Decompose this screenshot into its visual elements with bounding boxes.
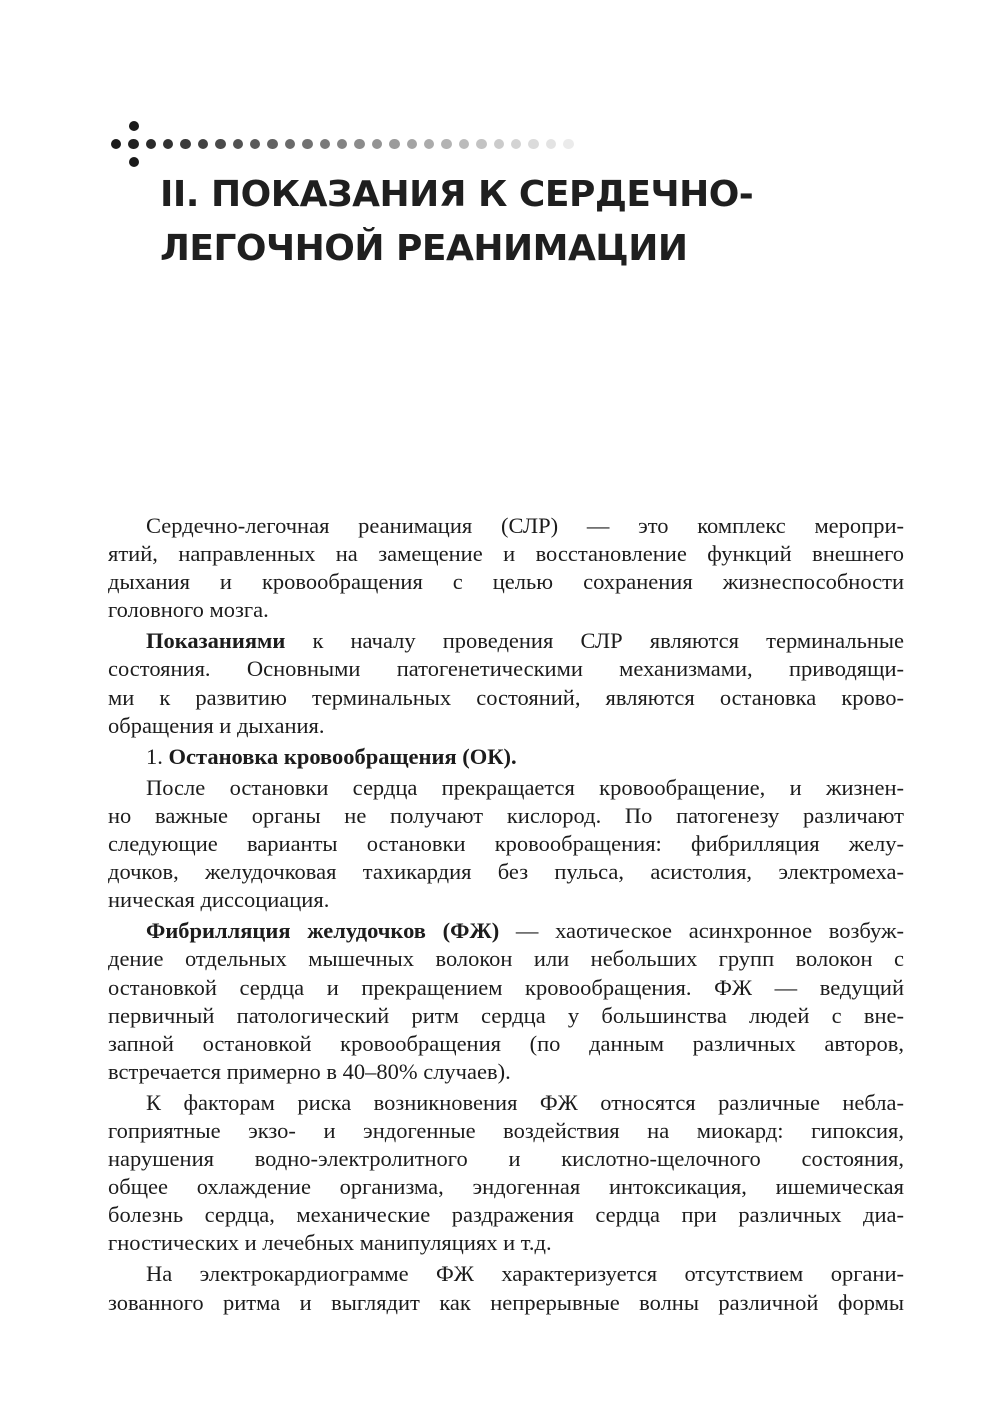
text-line	[108, 743, 904, 771]
text-line: Сердечно-легочная реанимация (СЛР) — это комплекс меропри-	[146, 513, 904, 538]
decorative-dot	[163, 139, 173, 149]
paragraph-heading-circulatory-arrest	[108, 743, 904, 771]
decorative-dot	[267, 139, 277, 149]
paragraph-indications	[108, 627, 904, 739]
paragraph-ventricular-fibrillation	[108, 917, 904, 1086]
text-line: остановкой сердца и прекращением кровообращения. ФЖ — ведущий	[108, 974, 904, 1000]
text-line: На электрокардиограмме ФЖ характеризуется отсутствием органи-	[146, 1261, 904, 1287]
text-line: состояния. Основными патогенетическими механизмами, приводящи-	[108, 656, 904, 682]
decorative-dot	[354, 139, 364, 149]
paragraph-definition	[108, 512, 904, 624]
text-fragment: — хаотическое асинхронное возбуж-	[499, 918, 904, 944]
decorative-dot	[407, 139, 417, 149]
decorative-dot	[285, 139, 295, 149]
chapter-title-line-2: ЛЕГОЧНОЙ РЕАНИМАЦИИ	[160, 228, 688, 269]
text-line: К факторам риска возникновения ФЖ относятся различные небла-	[146, 1089, 904, 1115]
text-line: следующие варианты остановки кровообращения: фибрилляция желу-	[108, 831, 904, 857]
paragraph-arrest-variants	[108, 774, 904, 914]
text-line: ятий, направленных на замещение и восстановление функций внешнего	[108, 541, 904, 567]
decorative-dot	[494, 139, 504, 149]
text-line: первичный патологический ритм сердца у большинства людей с вне-	[108, 1002, 904, 1028]
decorative-dot	[511, 139, 521, 149]
text-line: встречается примерно в 40–80% случаев).	[108, 1058, 511, 1084]
text-line: обращения и дыхания.	[108, 712, 325, 738]
decorative-dot	[320, 139, 330, 149]
text-line: болезнь сердца, механические раздражения сердца при различных диа-	[108, 1202, 904, 1228]
text-fragment: к началу проведения СЛР являются терминальные	[285, 628, 904, 654]
text-line: ническая диссоциация.	[108, 887, 330, 913]
decorative-dot	[389, 139, 399, 149]
decorative-dot	[424, 139, 434, 149]
decorative-dot	[337, 139, 347, 149]
term-circulatory-arrest: Остановка кровообращения (ОК).	[168, 743, 517, 769]
text-line: ми к развитию терминальных состояний, являются остановка крово-	[108, 684, 904, 710]
term-indications: Показаниями	[146, 628, 286, 654]
decorative-dot	[233, 139, 243, 149]
body-text	[108, 512, 904, 1320]
text-line	[108, 917, 904, 945]
paragraph-risk-factors	[108, 1089, 904, 1258]
text-line: запной остановкой кровообращения (по данным различных авторов,	[108, 1030, 904, 1056]
decorative-dot	[129, 157, 139, 167]
text-line: но важные органы не получают кислород. По патогенезу различают	[108, 802, 904, 828]
decorative-dot	[528, 139, 538, 149]
decorative-dot	[128, 139, 138, 149]
text-line: После остановки сердца прекращается кровообращение, и жизнен-	[146, 774, 904, 800]
decorative-dot	[180, 139, 190, 149]
text-line: дение отдельных мышечных волокон или небольших групп волокон с	[108, 946, 904, 972]
decorative-dot	[198, 139, 208, 149]
decorative-dot	[146, 139, 156, 149]
decorative-dot	[111, 139, 121, 149]
decorative-dot	[546, 139, 556, 149]
list-number: 1.	[146, 743, 169, 769]
text-line: дочков, желудочковая тахикардия без пульса, асистолия, электромеха-	[108, 859, 904, 885]
text-line: головного мозга.	[108, 597, 269, 623]
decorative-dot	[563, 139, 573, 149]
decorative-dot	[459, 139, 469, 149]
text-line	[108, 627, 904, 655]
term-ventricular-fibrillation: Фибрилляция желудочков (ФЖ)	[146, 918, 500, 944]
chapter-title-line-1: II. ПОКАЗАНИЯ К СЕРДЕЧНО-	[160, 174, 754, 215]
paragraph-ecg	[108, 1260, 904, 1316]
decorative-dot	[441, 139, 451, 149]
decorative-dot	[215, 139, 225, 149]
chapter-title	[160, 168, 860, 276]
decorative-dot	[372, 139, 382, 149]
text-line: гоприятные экзо- и эндогенные воздействия на миокард: гипоксия,	[108, 1117, 904, 1143]
text-line: дыхания и кровообращения с целью сохранения жизнеспособности	[108, 569, 904, 595]
decorative-dot	[250, 139, 260, 149]
text-line: нарушения водно-электролитного и кислотно-щелочного состояния,	[108, 1146, 904, 1172]
text-line: гностических и лечебных манипуляциях и т.д.	[108, 1230, 552, 1256]
decorative-dot	[129, 121, 139, 131]
text-line: общее охлаждение организма, эндогенная интоксикация, ишемическая	[108, 1174, 904, 1200]
text-line: зованного ритма и выглядит как непрерывные волны различной формы	[108, 1289, 904, 1315]
decorative-dot	[476, 139, 486, 149]
decorative-dot	[302, 139, 312, 149]
